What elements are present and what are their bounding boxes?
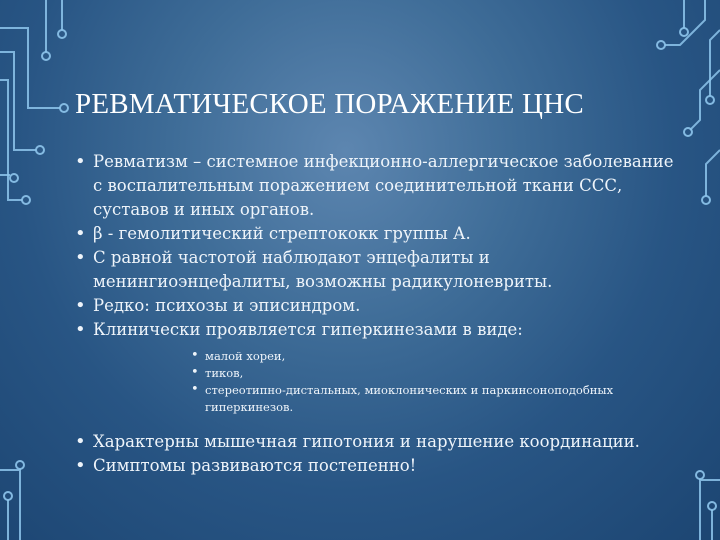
slide-title: РЕВМАТИЧЕСКОЕ ПОРАЖЕНИЕ ЦНС <box>75 88 584 120</box>
bullet-psychoses: • Редко: психозы и эписиндром. <box>75 294 675 318</box>
bullet-streptococcus: • β - гемолитический стрептококк группы А. <box>75 222 675 246</box>
bullet-encephalitis: • С равной частотой наблюдают энцефалиты и менингиоэнцефалиты, возможны радикулоневриты. <box>75 246 675 294</box>
sub-bullet-list <box>191 348 675 416</box>
sub-bullet-tics: • тиков, <box>191 365 675 382</box>
bullet-hypotonia: • Характерны мышечная гипотония и нарушение координации. <box>75 430 675 454</box>
sub-bullet-chorea: • малой хореи, <box>191 348 675 365</box>
bullet-clinical: • Клинически проявляется гиперкинезами в виде: <box>75 318 675 342</box>
bullet-gradual: • Симптомы развиваются постепенно! <box>75 454 675 478</box>
sub-bullet-hyperkinesis: • стереотипно-дистальных, миоклонических и паркинсоноподобных гиперкинезов. <box>191 382 675 416</box>
slide-content <box>75 150 675 478</box>
bullet-rheumatism: • Ревматизм – системное инфекционно-аллергическое заболевание с воспалительным поражением соединительной ткани ССС, суставов и иных органов. <box>75 150 675 222</box>
